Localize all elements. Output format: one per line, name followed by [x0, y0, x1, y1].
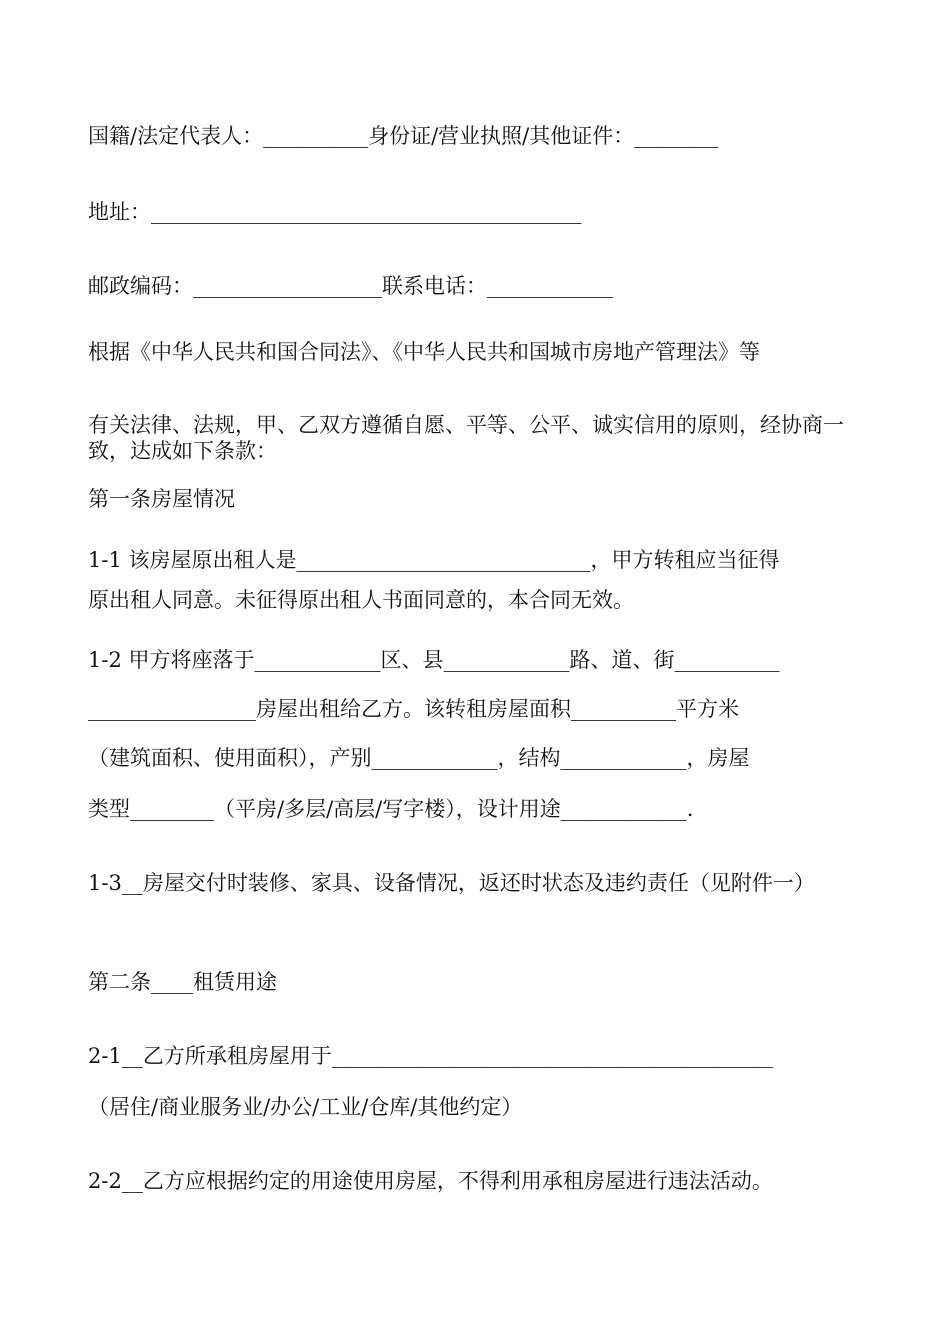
clause-2-2-line: 2-2__乙方应根据约定的用途使用房屋，不得利用承租房屋进行违法活动。: [88, 1169, 773, 1193]
section-one-heading: 第一条房屋情况: [88, 487, 235, 511]
clause-1-2-line-1: 1-2 甲方将座落于____________区、县____________路、道、街__________: [88, 648, 780, 672]
principles-line: 有关法律、法规，甲、乙双方遵循自愿、平等、公平、诚实信用的原则，经协商一致，达成如下条款：: [88, 413, 844, 463]
postcode-phone-line: 邮政编码：__________________联系电话：____________: [88, 274, 613, 298]
clause-1-2-line-2: ________________房屋出租给乙方。该转租房屋面积__________平方米: [88, 697, 739, 721]
representative-id-line: 国籍/法定代表人：__________身份证/营业执照/其他证件：________: [88, 124, 719, 148]
clause-1-3-line: 1-3__房屋交付时装修、家具、设备情况，返还时状态及违约责任（见附件一）: [88, 871, 815, 895]
address-line: 地址：_________________________________________: [88, 200, 582, 224]
clause-2-1-line-2: （居住/商业服务业/办公/工业/仓库/其他约定）: [88, 1095, 523, 1119]
clause-1-2-line-4: 类型________（平房/多层/高层/写字楼），设计用途____________.: [88, 797, 694, 821]
clause-1-1-line-2: 原出租人同意。未征得原出租人书面同意的，本合同无效。: [88, 588, 634, 612]
clause-1-2-line-3: （建筑面积、使用面积），产别____________，结构____________，房屋: [88, 746, 750, 770]
section-two-heading: 第二条____租赁用途: [88, 970, 277, 994]
clause-2-1-line-1: 2-1__乙方所承租房屋用于__________________________________________: [88, 1044, 773, 1068]
legal-basis-line: 根据《中华人民共和国合同法》、《中华人民共和国城市房地产管理法》等: [88, 340, 760, 364]
clause-1-1-line-1: 1-1 该房屋原出租人是____________________________，甲方转租应当征得: [88, 548, 780, 572]
